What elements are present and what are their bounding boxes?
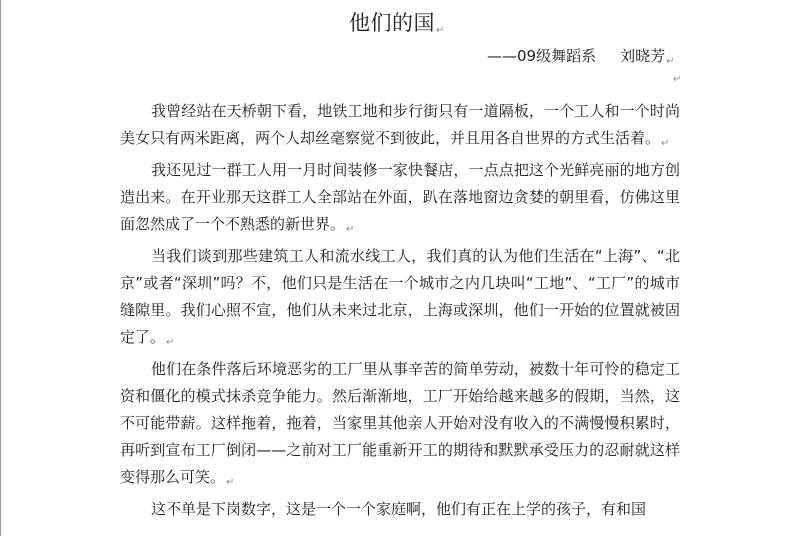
page-left-edge (0, 0, 1, 536)
title-text: 他们的国 (349, 11, 435, 35)
paragraph-mark-icon: ↵ (661, 138, 670, 149)
paragraph (120, 356, 680, 496)
paragraph-text: 当我们谈到那些建筑工人和流水线工人，我们真的认为他们生活在“上海”、“北京”或者“深圳”吗？不，他们只是生活在一个城市之内几块叫“工地”、“工厂”的城市缝隙里。我们心照不宣，他们从未来过北京，上海或深圳，他们一开始的位置就被固定了。 (120, 247, 680, 346)
body-text (120, 98, 680, 523)
paragraph-text: 这不单是下岗数字，这是一个一个家庭啊，他们有正在上学的孩子，有和国 (151, 500, 647, 518)
empty-paragraph-mark-icon: ↵ (673, 74, 682, 85)
paragraph-text: 我曾经站在天桥朝下看，地铁工地和步行街只有一道隔板，一个工人和一个时尚美女只有两米距离，两个人却丝毫察觉不到彼此，并且用各自世界的方式生活着。 (120, 102, 680, 147)
byline (487, 44, 675, 74)
document-title (349, 8, 445, 46)
paragraph-mark-icon: ↵ (436, 25, 445, 36)
paragraph (120, 496, 680, 523)
paragraph-text: 我还见过一群工人用一月时间装修一家快餐店，一点点把这个光鲜亮丽的地方创造出来。在开业那天这群工人全部站在外面，趴在落地窗边贪婪的朝里看，仿佛这里面忽然成了一个不熟悉的新世界。 (120, 161, 680, 233)
paragraph-mark-icon: ↵ (666, 56, 675, 67)
paragraph-mark-icon: ↵ (166, 337, 175, 348)
paragraph-mark-icon: ↵ (346, 224, 355, 235)
byline-author: 刘晓芳 (620, 47, 666, 65)
paragraph-mark-icon: ↵ (226, 477, 235, 488)
paragraph (120, 157, 680, 243)
paragraph (120, 98, 680, 157)
byline-dept: ——09级舞蹈系 (487, 47, 597, 65)
paragraph-text: 他们在条件落后环境恶劣的工厂里从事辛苦的简单劳动，被数十年可怜的稳定工资和僵化的模式抹杀竞争能力。然后渐渐地，工厂开始给越来越多的假期，当然，这不可能带薪。这样拖着，拖着，当家里其他亲人开始对没有收入的不满慢慢积累时，再听到宣布工厂倒闭——之前对工厂能重新开工的期待和默默承受压力的忍耐就这样变得那么可笑。 (120, 360, 680, 486)
paragraph (120, 243, 680, 356)
